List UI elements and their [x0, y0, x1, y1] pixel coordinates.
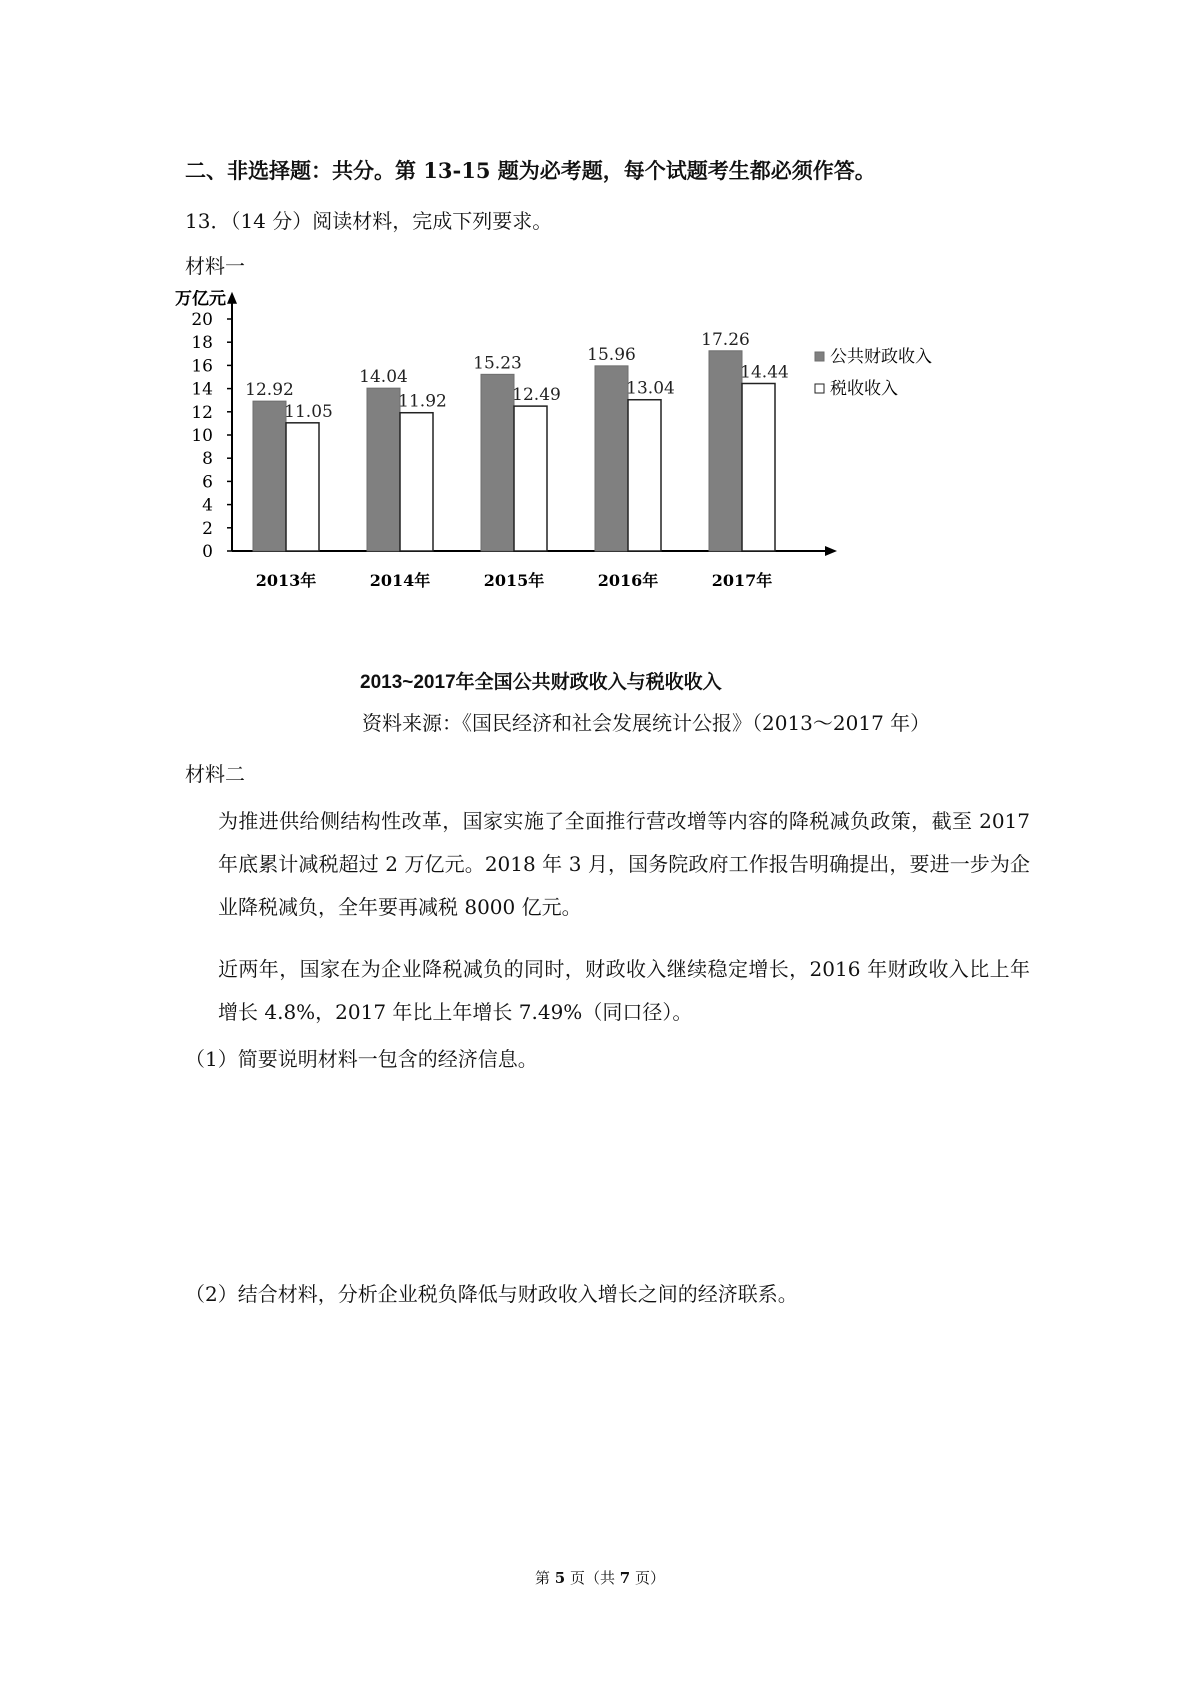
- paragraph-two: 近两年，国家在为企业降税减负的同时，财政收入继续稳定增长，2016 年财政收入比上年增长 4.8%，2017 年比上年增长 7.49%（同口径）。: [218, 957, 1030, 1024]
- y-tick-label: 10: [191, 426, 213, 446]
- footer-total-pages: 7: [619, 1569, 631, 1587]
- material-two-label: 材料二: [185, 762, 245, 786]
- bar-public-revenue: [709, 351, 742, 551]
- y-tick-label: 14: [191, 379, 213, 400]
- y-tick-label: 16: [191, 356, 213, 377]
- question-title: 13．（14 分）阅读材料，完成下列要求。: [185, 209, 553, 233]
- bar-tax-revenue: [400, 413, 433, 551]
- x-tick-label: 2015年: [483, 571, 545, 590]
- y-tick-label: 20: [191, 310, 213, 330]
- data-label: 15.23: [473, 353, 522, 374]
- y-tick-label: 8: [202, 449, 213, 470]
- bar-public-revenue: [253, 401, 286, 551]
- data-label: 12.49: [512, 385, 561, 406]
- y-tick-label: 2: [202, 518, 213, 539]
- bar-chart: [175, 290, 1055, 670]
- data-label: 14.04: [359, 367, 408, 388]
- bar-tax-revenue: [286, 423, 319, 551]
- x-tick-label: 2013年: [255, 571, 317, 590]
- bar-public-revenue: [367, 388, 400, 551]
- legend-label-tax-revenue: 税收收入: [830, 379, 898, 399]
- footer-prefix: 第: [535, 1569, 555, 1587]
- data-label: 12.92: [245, 380, 294, 401]
- bar-public-revenue: [595, 366, 628, 551]
- bar-public-revenue: [481, 374, 514, 551]
- section-heading: 二、非选择题：共分。第 13-15 题为必考题，每个试题考生都必须作答。: [185, 158, 876, 183]
- bar-tax-revenue: [514, 406, 547, 551]
- data-label: 13.04: [626, 378, 675, 399]
- sub-question-one: （1）简要说明材料一包含的经济信息。: [185, 1047, 538, 1071]
- footer-suffix: 页）: [630, 1569, 665, 1587]
- data-label: 11.92: [398, 391, 447, 412]
- bar-tax-revenue: [742, 383, 775, 551]
- paragraph-one: 为推进供给侧结构性改革，国家实施了全面推行营改增等内容的降税减负政策，截至 2017 年底累计减税超过 2 万亿元。2018 年 3 月，国务院政府工作报告明确提出，要进一步为企业降税减负，全年要再减税 8000 亿元。: [218, 809, 1030, 919]
- data-label: 14.44: [740, 362, 789, 383]
- y-tick-label: 4: [202, 495, 213, 516]
- chart-title: 2013~2017年全国公共财政收入与税收收入: [360, 672, 722, 693]
- source-note: 资料来源：《国民经济和社会发展统计公报》（2013～2017 年）: [362, 711, 931, 735]
- footer-middle: 页（共: [565, 1569, 620, 1587]
- x-tick-label: 2014年: [369, 571, 431, 590]
- y-tick-label: 6: [202, 472, 213, 493]
- y-axis-unit-label: 万亿元: [175, 290, 226, 309]
- footer-page-number: 5: [554, 1569, 566, 1587]
- x-tick-label: 2017年: [711, 571, 773, 590]
- data-label: 15.96: [587, 344, 636, 365]
- x-tick-label: 2016年: [597, 571, 659, 590]
- y-axis-arrow: [227, 292, 237, 304]
- legend-swatch-public-revenue: [815, 352, 824, 361]
- x-axis-arrow: [825, 546, 837, 556]
- y-tick-label: 0: [202, 542, 213, 562]
- legend-label-public-revenue: 公共财政收入: [830, 347, 932, 367]
- bar-tax-revenue: [628, 400, 661, 551]
- y-tick-label: 18: [191, 333, 213, 354]
- y-tick-label: 12: [191, 402, 213, 423]
- data-label: 11.05: [284, 401, 333, 422]
- sub-question-two: （2）结合材料，分析企业税负降低与财政收入增长之间的经济联系。: [185, 1282, 798, 1306]
- page-footer: [0, 1567, 1200, 1588]
- material-one-label: 材料一: [185, 254, 245, 278]
- legend-swatch-tax-revenue: [815, 384, 824, 393]
- data-label: 17.26: [701, 329, 750, 350]
